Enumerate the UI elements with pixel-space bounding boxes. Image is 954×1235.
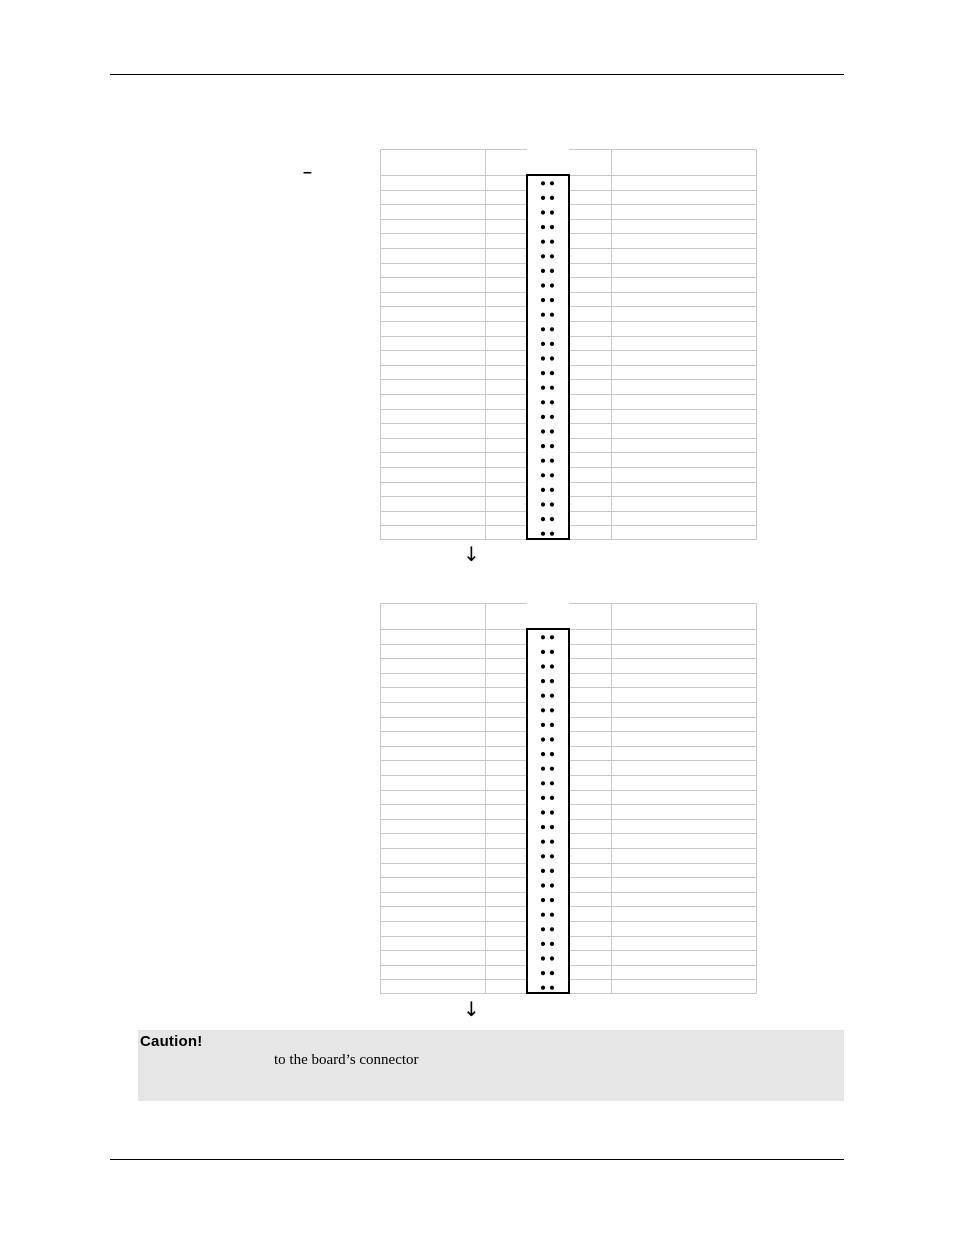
pin-even bbox=[550, 723, 554, 727]
pin-even bbox=[550, 196, 554, 200]
pin-odd bbox=[541, 444, 545, 448]
footer-rule bbox=[110, 1159, 844, 1160]
pin-odd bbox=[541, 942, 545, 946]
header-marker: – bbox=[303, 164, 312, 181]
pin-odd bbox=[541, 313, 545, 317]
pin-even bbox=[550, 840, 554, 844]
pin-even bbox=[550, 400, 554, 404]
pin-odd bbox=[541, 796, 545, 800]
pin-odd bbox=[541, 986, 545, 990]
pin-even bbox=[550, 752, 554, 756]
pin-even bbox=[550, 473, 554, 477]
pin-even bbox=[550, 459, 554, 463]
pin-even bbox=[550, 869, 554, 873]
pin-even bbox=[550, 942, 554, 946]
pin-even bbox=[550, 927, 554, 931]
pin-odd bbox=[541, 679, 545, 683]
pin-even bbox=[550, 210, 554, 214]
pin-even bbox=[550, 342, 554, 346]
arrow-down-icon: ↓ bbox=[463, 542, 480, 566]
pin-even bbox=[550, 781, 554, 785]
caution-text: to the board’s connector bbox=[274, 1052, 419, 1068]
pin-odd bbox=[541, 664, 545, 668]
pin-even bbox=[550, 796, 554, 800]
pin-even bbox=[550, 356, 554, 360]
pin-even bbox=[550, 240, 554, 244]
pin-even bbox=[550, 635, 554, 639]
pin-even bbox=[550, 956, 554, 960]
pinout-table-1 bbox=[380, 149, 757, 541]
pin-odd bbox=[541, 517, 545, 521]
pin-odd bbox=[541, 473, 545, 477]
pinout-grid-2 bbox=[380, 603, 757, 996]
pin-even bbox=[550, 825, 554, 829]
pin-even bbox=[550, 532, 554, 536]
pin-even bbox=[550, 971, 554, 975]
pin-odd bbox=[541, 971, 545, 975]
pin-odd bbox=[541, 356, 545, 360]
pin-even bbox=[550, 283, 554, 287]
pinout-table-2 bbox=[380, 603, 757, 996]
pin-odd bbox=[541, 927, 545, 931]
pin-odd bbox=[541, 254, 545, 258]
pin-odd bbox=[541, 196, 545, 200]
pin-even bbox=[550, 854, 554, 858]
pin-even bbox=[550, 883, 554, 887]
pin-even bbox=[550, 327, 554, 331]
pin-odd bbox=[541, 400, 545, 404]
pin-even bbox=[550, 429, 554, 433]
pin-odd bbox=[541, 429, 545, 433]
pin-even bbox=[550, 810, 554, 814]
pin-odd bbox=[541, 825, 545, 829]
pin-odd bbox=[541, 869, 545, 873]
pin-odd bbox=[541, 298, 545, 302]
pin-odd bbox=[541, 898, 545, 902]
pin-odd bbox=[541, 371, 545, 375]
pin-odd bbox=[541, 635, 545, 639]
pin-even bbox=[550, 913, 554, 917]
pin-odd bbox=[541, 532, 545, 536]
pin-odd bbox=[541, 810, 545, 814]
pin-even bbox=[550, 986, 554, 990]
pin-odd bbox=[541, 883, 545, 887]
pin-odd bbox=[541, 502, 545, 506]
connector-body bbox=[527, 629, 569, 993]
pin-odd bbox=[541, 415, 545, 419]
pin-even bbox=[550, 298, 554, 302]
pin-odd bbox=[541, 840, 545, 844]
pin-even bbox=[550, 664, 554, 668]
pin-odd bbox=[541, 283, 545, 287]
pin-odd bbox=[541, 708, 545, 712]
pin-even bbox=[550, 694, 554, 698]
pin-odd bbox=[541, 752, 545, 756]
pin-even bbox=[550, 488, 554, 492]
pin-even bbox=[550, 898, 554, 902]
pin-odd bbox=[541, 694, 545, 698]
pin-odd bbox=[541, 240, 545, 244]
pin-odd bbox=[541, 488, 545, 492]
pin-even bbox=[550, 502, 554, 506]
pin-even bbox=[550, 517, 554, 521]
pin-even bbox=[550, 371, 554, 375]
pin-odd bbox=[541, 650, 545, 654]
pin-even bbox=[550, 225, 554, 229]
pin-odd bbox=[541, 181, 545, 185]
pin-odd bbox=[541, 781, 545, 785]
pin-odd bbox=[541, 342, 545, 346]
pin-odd bbox=[541, 723, 545, 727]
pin-even bbox=[550, 415, 554, 419]
pin-even bbox=[550, 737, 554, 741]
pin-odd bbox=[541, 956, 545, 960]
pin-even bbox=[550, 650, 554, 654]
pin-even bbox=[550, 269, 554, 273]
pin-even bbox=[550, 708, 554, 712]
pin-odd bbox=[541, 737, 545, 741]
caution-title: Caution! bbox=[140, 1033, 203, 1050]
pin-odd bbox=[541, 386, 545, 390]
pin-odd bbox=[541, 327, 545, 331]
pin-even bbox=[550, 386, 554, 390]
pin-odd bbox=[541, 854, 545, 858]
caution-box bbox=[138, 1030, 844, 1101]
pin-even bbox=[550, 254, 554, 258]
pin-even bbox=[550, 767, 554, 771]
pin-odd bbox=[541, 225, 545, 229]
pin-odd bbox=[541, 269, 545, 273]
pin-even bbox=[550, 181, 554, 185]
pin-even bbox=[550, 313, 554, 317]
pin-odd bbox=[541, 210, 545, 214]
pin-even bbox=[550, 679, 554, 683]
header-rule bbox=[110, 74, 844, 75]
connector-body bbox=[527, 175, 569, 539]
pin-odd bbox=[541, 913, 545, 917]
pin-odd bbox=[541, 459, 545, 463]
pinout-grid-1 bbox=[380, 149, 757, 541]
arrow-down-icon: ↓ bbox=[463, 997, 480, 1021]
pin-even bbox=[550, 444, 554, 448]
pin-odd bbox=[541, 767, 545, 771]
